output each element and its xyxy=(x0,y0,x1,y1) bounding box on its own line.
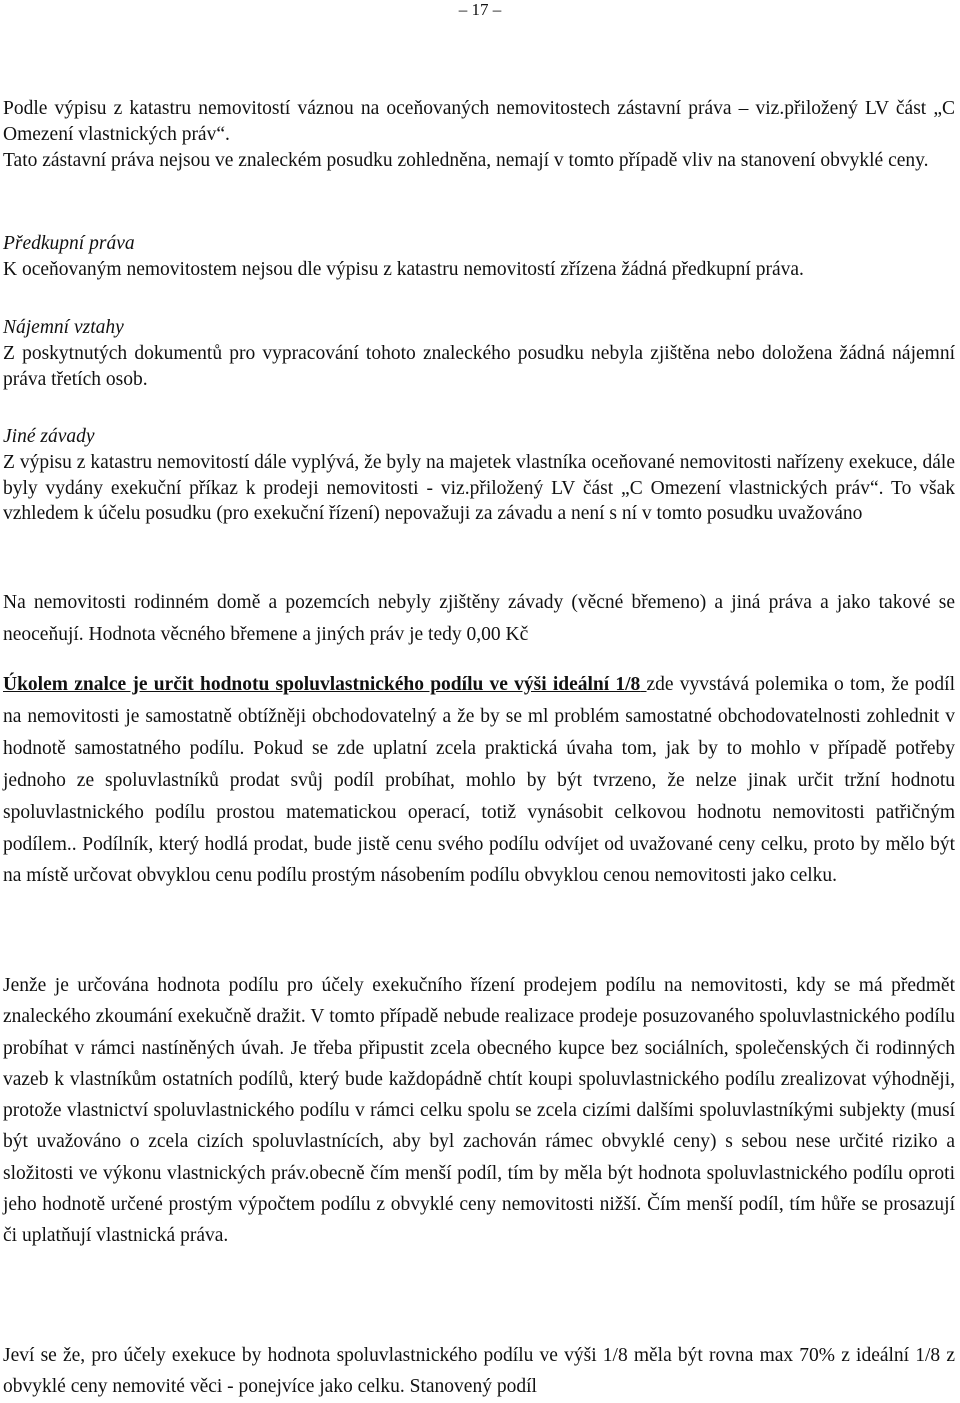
zastavni-prava-note: Tato zástavní práva nejsou ve znaleckém posudku zohledněna, nemají v tomto případě vliv na stanovení obvyklé ceny. xyxy=(3,149,929,171)
vecne-bremeno-paragraph: Na nemovitosti rodinném domě a pozemcích nebyly zjištěny závady (věcné břemeno) a jiná práva a jako takové se neoceňují. Hodnota věcného břemene a jiných práv je tedy 0,00 Kč xyxy=(3,592,955,645)
page-number: – 17 – xyxy=(458,0,502,19)
jenze-paragraph: Jenže je určována hodnota podílu pro účely exekučního řízení prodejem podílu na nemovitosti, kdy se má předmět znaleckého zkoumání exekučně dražit. V tomto případě nebude realizace prodeje posuzovaného spoluvlastnického podílu probíhat v rámci nastíněných úvah. Je třeba připustit zcela obecného kupce bez sociálních, společenských či rodinných vazeb k vlastníkům ostatních podílů, který bude každopádně chtít koupi spoluvlastnického podílu zrealizovat výhodněji, protože vlastnictví spoluvlastnického podílu v rámci celku spolu se zcela cizími dalšími spoluvlastníkými subjekty (musí být uvažováno o zcela cizích spoluvlastnících, aby byl zachován rámec obvyklé ceny) s sebou nese určité riziko a složitosti ve výkonu vlastnických práv.obecně čím menší podíl, tím by měla být hodnota spoluvlastnického podílu oproti jeho hodnotě určené prostým výpočtem podílu z obvyklé ceny nemovitosti nižší. Čím menší podíl, tím hůře se prosazují či uplatňují vlastnická práva. xyxy=(3,975,955,1247)
jine-zavady-heading: Jiné závady xyxy=(3,426,95,447)
najemni-vztahy-text: Z poskytnutých dokumentů pro vypracování tohoto znaleckého posudku nebyla zjištěna nebo doložena žádná nájemní práva třetích osob. xyxy=(3,342,955,390)
section-predkupni-prava xyxy=(3,231,955,283)
jine-zavady-text: Z výpisu z katastru nemovitostí dále vyplývá, že byly na majetek vlastníka oceňované nemovitosti nařízeny exekuce, dále byly vydány exekuční příkaz k prodeji nemovitosti - viz.přiložený LV část „C Omezení vlastnických práv“. To však vzhledem k účelu posudku (pro exekuční řízení) nepovažuji za závadu a není s ní v tomto posudku uvažováno xyxy=(3,451,955,525)
section-jine-zavady xyxy=(3,424,955,527)
section-najemni-vztahy xyxy=(3,315,955,392)
ukol-znalce-paragraph xyxy=(3,669,955,892)
predkupni-prava-heading: Předkupní práva xyxy=(3,233,135,254)
zastavni-prava-paragraph: Podle výpisu z katastru nemovitostí váznou na oceňovaných nemovitostech zástavní práva – viz.přiložený LV část „C Omezení vlastnických práv“. xyxy=(3,98,955,145)
najemni-vztahy-heading: Nájemní vztahy xyxy=(3,317,124,338)
section-zastavni-prava xyxy=(3,96,955,173)
ukol-znalce-emphasis: Úkolem znalce je určit hodnotu spoluvlastnického podílu ve výši ideální 1/8 xyxy=(3,674,641,695)
predkupni-prava-text: K oceňovaným nemovitostem nejsou dle výpisu z katastru nemovitostí zřízena žádná předkupní práva. xyxy=(3,258,804,280)
jevi-se-paragraph: Jeví se že, pro účely exekuce by hodnota spoluvlastnického podílu ve výši 1/8 měla být rovna max 70% z ideální 1/8 z obvyklé ceny nemovité věci - ponejvíce jako celku. Stanovený podíl xyxy=(3,1345,955,1398)
ukol-znalce-text: zde vyvstává polemika o tom, že podíl na nemovitosti je samostatně obtížněji obchodovatelný a že by se ml problém samostatné obchodovatelnosti zohlednit v hodnotě samostatného podílu. Pokud se zde uplatní zcela praktická úvaha tom, jak by to mohlo v případě potřeby jednoho ze spoluvlastníků prodat svůj podíl probíhat, mohlo by být tvrzeno, že nelze jinak určit tržní hodnotu spoluvlastnického podílu prostou matematickou operací, totiž vynásobit celkovou hodnotu nemovitosti patřičným podílem.. Podílník, který hodlá prodat, bude jistě cenu svého podílu odvíjet od uvažované ceny celku, proto by mělo být na místě určovat obvyklou cenu podílu prostým násobením podílu obvyklou cenou nemovitosti jako celku. xyxy=(3,674,956,887)
